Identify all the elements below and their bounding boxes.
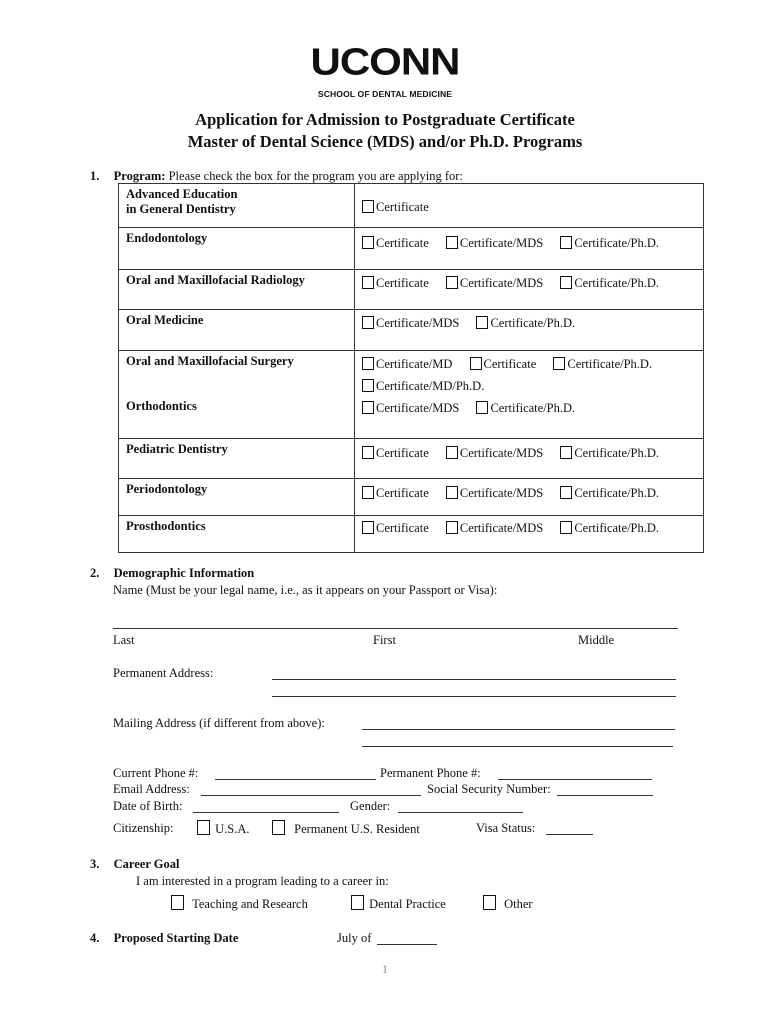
section-number: 1. (90, 169, 100, 183)
checkbox-icon[interactable] (560, 446, 572, 459)
program-options-cell (355, 439, 704, 479)
checkbox-icon[interactable] (362, 316, 374, 329)
resident-checkbox[interactable] (272, 820, 420, 837)
checkbox-icon[interactable] (362, 236, 374, 249)
checkbox-icon[interactable] (362, 486, 374, 499)
program-name-cell (119, 516, 355, 553)
visa-status-field[interactable] (546, 834, 593, 835)
checkbox-icon[interactable] (446, 236, 458, 249)
option-label: Certificate/MDS (459, 486, 544, 500)
program-options-cell (355, 479, 704, 516)
usa-checkbox[interactable] (197, 820, 250, 837)
option-checkbox[interactable] (446, 276, 543, 291)
option-checkbox[interactable] (560, 276, 659, 291)
career-goal-text: I am interested in a program leading to a career in: (136, 874, 389, 888)
checkbox-icon[interactable] (351, 895, 364, 910)
first-name-label: First (373, 633, 396, 647)
career-option-label: Other (504, 897, 533, 911)
mailing-address-field-2[interactable] (362, 746, 673, 747)
option-checkbox[interactable] (362, 316, 459, 331)
option-checkbox[interactable] (362, 236, 429, 251)
email-field[interactable] (201, 795, 421, 796)
other-checkbox[interactable] (483, 895, 533, 912)
program-label: Program: (113, 169, 166, 183)
option-label: Certificate (376, 276, 429, 290)
checkbox-icon[interactable] (470, 357, 482, 370)
option-label: Certificate/MDS (459, 521, 544, 535)
option-checkbox[interactable] (560, 236, 659, 251)
permanent-address-field-2[interactable] (272, 696, 676, 697)
option-label: Certificate/MDS (459, 276, 544, 290)
form-title-line1: Application for Admission to Postgraduate Certificate (195, 110, 575, 129)
checkbox-icon[interactable] (171, 895, 184, 910)
program-instruction: Please check the box for the program you are applying for: (168, 169, 463, 183)
checkbox-icon[interactable] (272, 820, 285, 835)
program-name: Prosthodontics (126, 519, 206, 533)
checkbox-icon[interactable] (197, 820, 210, 835)
option-label: Certificate/Ph.D. (574, 276, 660, 290)
option-label: Certificate/Ph.D. (490, 316, 576, 330)
table-row (119, 479, 704, 516)
option-checkbox[interactable] (362, 446, 429, 461)
program-name: Endodontology (126, 231, 208, 245)
checkbox-icon[interactable] (476, 316, 488, 329)
section-title: Demographic Information (113, 566, 255, 580)
name-input-line[interactable] (113, 628, 678, 629)
page-number: 1 (382, 962, 388, 976)
logo-wordmark: UCONN (310, 40, 460, 83)
option-checkbox[interactable] (553, 357, 652, 372)
option-label: Certificate/Ph.D. (567, 357, 653, 371)
mailing-address-field[interactable] (362, 729, 675, 730)
option-checkbox[interactable] (446, 486, 543, 501)
ssn-field[interactable] (557, 795, 653, 796)
checkbox-icon[interactable] (362, 379, 374, 392)
current-phone-field[interactable] (215, 779, 376, 780)
checkbox-icon[interactable] (446, 276, 458, 289)
option-checkbox[interactable] (362, 357, 452, 372)
option-label: Certificate (376, 486, 429, 500)
option-checkbox[interactable] (362, 521, 429, 536)
program-name-cell (119, 439, 355, 479)
table-row (119, 310, 704, 351)
program-name-cell (119, 399, 355, 439)
program-name-cell (119, 479, 355, 516)
uconn-logo (305, 40, 465, 99)
checkbox-icon[interactable] (446, 521, 458, 534)
mailing-address-label: Mailing Address (if different from above): (113, 716, 325, 730)
checkbox-icon[interactable] (560, 236, 572, 249)
program-options-cell (355, 228, 704, 270)
option-checkbox[interactable] (560, 446, 659, 461)
program-name: Periodontology (126, 482, 208, 496)
dob-field[interactable] (193, 812, 339, 813)
program-name-cell (119, 310, 355, 351)
option-checkbox[interactable] (560, 521, 659, 536)
checkbox-icon[interactable] (362, 357, 374, 370)
option-label: Certificate (483, 357, 537, 371)
option-label: Certificate/MDS (459, 446, 544, 460)
option-checkbox[interactable] (362, 486, 429, 501)
checkbox-icon[interactable] (362, 200, 374, 213)
option-label: Certificate/MDS (459, 236, 544, 250)
option-label: Certificate/Ph.D. (574, 486, 660, 500)
program-name: Oral Medicine (126, 313, 204, 327)
program-name: Orthodontics (126, 398, 197, 413)
program-name: Oral and Maxillofacial Radiology (126, 273, 305, 287)
permanent-phone-label: Permanent Phone #: (380, 766, 481, 780)
option-label: Certificate/MD/Ph.D. (376, 379, 485, 393)
permanent-phone-field[interactable] (498, 779, 652, 780)
option-checkbox[interactable] (446, 521, 543, 536)
checkbox-icon[interactable] (560, 276, 572, 289)
program-name: Pediatric Dentistry (126, 442, 228, 456)
form-title-line2: Master of Dental Science (MDS) and/or Ph.D. Programs (187, 132, 583, 151)
checkbox-icon[interactable] (476, 401, 488, 414)
checkbox-icon[interactable] (483, 895, 496, 910)
program-options-cell (355, 399, 704, 439)
checkbox-icon[interactable] (446, 446, 458, 459)
program-table (118, 183, 704, 553)
program-name-cell (119, 351, 355, 399)
name-instruction: Name (Must be your legal name, i.e., as it appears on your Passport or Visa): (113, 583, 498, 597)
section3-heading (90, 857, 179, 872)
option-checkbox[interactable] (560, 486, 659, 501)
career-option-label: Dental Practice (369, 897, 446, 911)
program-name-cell (119, 228, 355, 270)
last-name-label: Last (113, 633, 135, 647)
option-label: Certificate/Ph.D. (574, 521, 660, 535)
option-label: Certificate/Ph.D. (574, 446, 660, 460)
section-title: Career Goal (113, 857, 180, 871)
checkbox-icon[interactable] (362, 276, 374, 289)
program-name: Advanced Education (126, 187, 238, 201)
option-label: Certificate/Ph.D. (490, 400, 576, 415)
option-label: Certificate (376, 236, 429, 250)
program-options-cell (355, 270, 704, 310)
section1-heading (90, 169, 463, 184)
usa-label: U.S.A. (215, 822, 250, 836)
option-checkbox[interactable] (362, 401, 459, 416)
checkbox-icon[interactable] (446, 486, 458, 499)
checkbox-icon[interactable] (553, 357, 565, 370)
option-checkbox[interactable] (362, 276, 429, 291)
checkbox-icon[interactable] (362, 446, 374, 459)
checkbox-icon[interactable] (560, 521, 572, 534)
table-row (119, 439, 704, 479)
teaching-research-checkbox[interactable] (171, 895, 308, 912)
program-options-cell (355, 310, 704, 351)
program-name-cell (119, 270, 355, 310)
program-name-cell (119, 184, 355, 228)
option-checkbox[interactable] (362, 379, 484, 394)
table-row (119, 228, 704, 270)
checkbox-icon[interactable] (362, 521, 374, 534)
section-number: 2. (90, 566, 100, 580)
table-row (119, 399, 704, 439)
dob-label: Date of Birth: (113, 799, 183, 813)
dental-practice-checkbox[interactable] (351, 895, 446, 912)
option-label: Certificate (376, 521, 429, 535)
career-option-label: Teaching and Research (192, 897, 308, 911)
middle-name-label: Middle (578, 633, 615, 647)
option-label: Certificate (376, 200, 429, 214)
gender-field[interactable] (398, 812, 523, 813)
program-options-cell (355, 184, 704, 228)
table-row (119, 351, 704, 399)
option-checkbox[interactable] (476, 316, 575, 331)
option-label: Certificate/MDS (376, 400, 460, 415)
program-name-line2: in General Dentistry (126, 202, 236, 216)
gender-label: Gender: (350, 799, 391, 813)
permanent-address-field[interactable] (272, 679, 676, 680)
program-options-cell (355, 351, 704, 399)
option-checkbox[interactable] (476, 401, 575, 416)
email-label: Email Address: (113, 782, 190, 796)
table-row (119, 270, 704, 310)
visa-status-label: Visa Status: (476, 821, 536, 835)
program-options-cell (355, 516, 704, 553)
section-title: Proposed Starting Date (113, 931, 239, 945)
current-phone-label: Current Phone #: (113, 766, 199, 780)
ssn-label: Social Security Number: (427, 782, 551, 796)
checkbox-icon[interactable] (362, 401, 374, 414)
logo-subtitle: SCHOOL OF DENTAL MEDICINE (317, 89, 453, 99)
option-label: Certificate/MDS (376, 316, 460, 330)
start-year-field[interactable] (377, 944, 437, 945)
option-checkbox[interactable] (362, 200, 429, 215)
permanent-address-label: Permanent Address: (113, 666, 214, 680)
option-checkbox[interactable] (470, 357, 537, 372)
section4-heading (90, 931, 238, 946)
section2-heading (90, 566, 254, 581)
program-name: Oral and Maxillofacial Surgery (126, 354, 294, 368)
option-label: Certificate/MD (376, 357, 453, 371)
checkbox-icon[interactable] (560, 486, 572, 499)
resident-label: Permanent U.S. Resident (294, 822, 420, 836)
table-row (119, 184, 704, 228)
section-number: 3. (90, 857, 100, 871)
section-number: 4. (90, 931, 100, 945)
option-checkbox[interactable] (446, 236, 543, 251)
start-date-label: July of (337, 931, 372, 945)
option-label: Certificate (376, 446, 429, 460)
option-label: Certificate/Ph.D. (574, 236, 660, 250)
citizenship-label: Citizenship: (113, 821, 174, 835)
option-checkbox[interactable] (446, 446, 543, 461)
table-row (119, 516, 704, 553)
